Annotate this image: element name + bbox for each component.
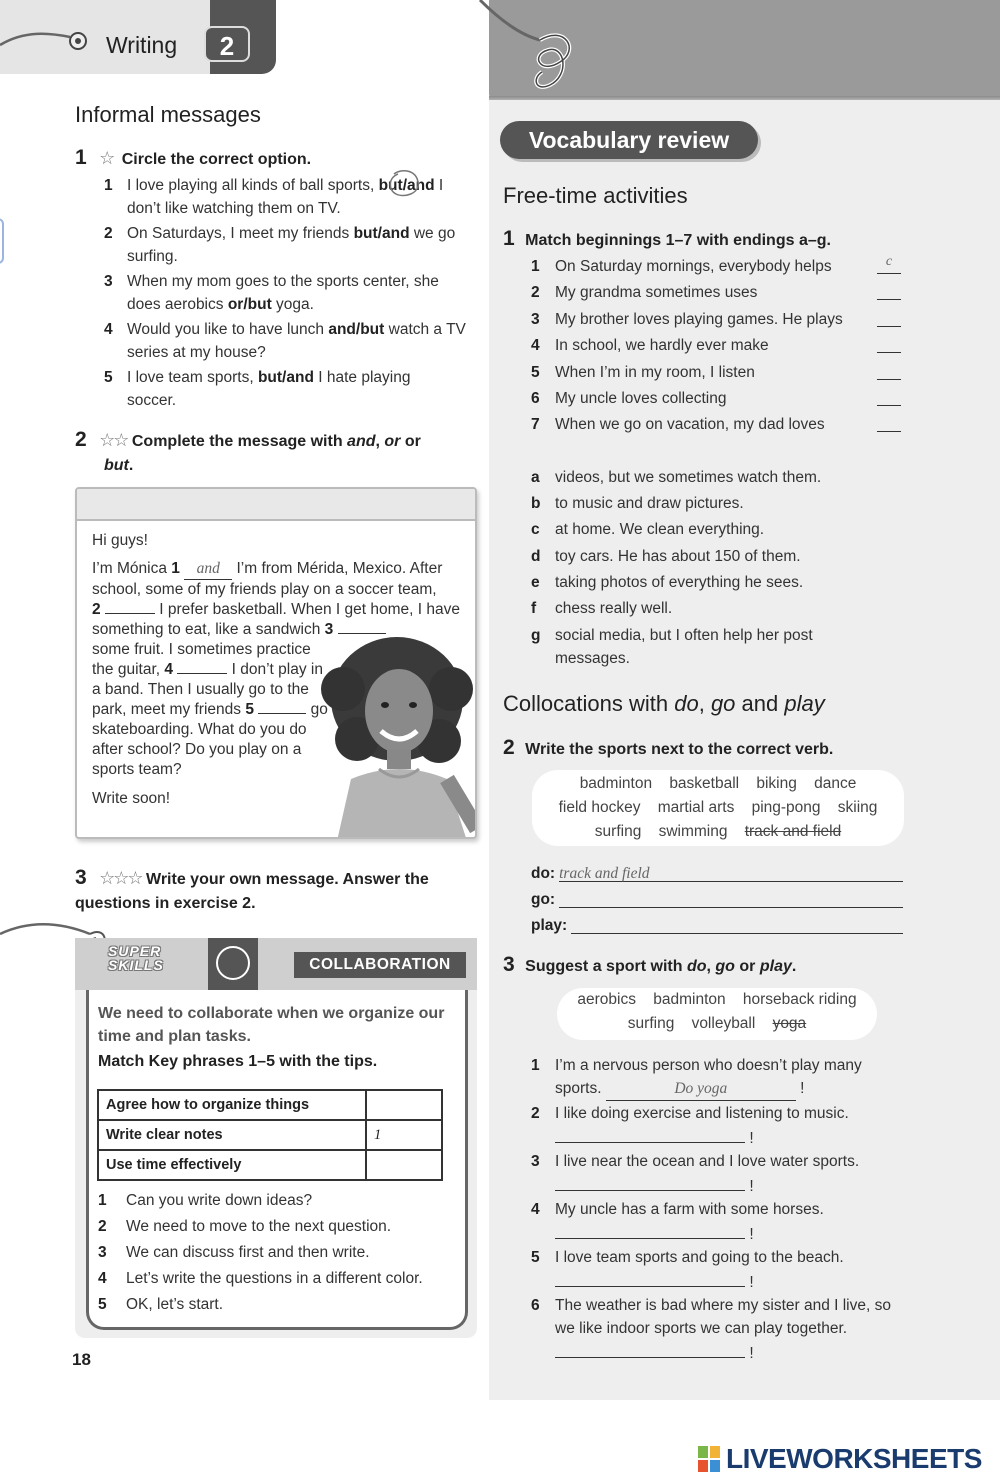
word-or: or bbox=[384, 433, 401, 450]
two-star-icon: ☆☆ bbox=[99, 430, 128, 450]
list-item: 6 My uncle loves collecting bbox=[531, 386, 901, 412]
ex3-header bbox=[75, 866, 470, 916]
item-text: I love playing all kinds of ball sports, bbox=[127, 177, 375, 194]
message-text: go skateboarding. What do you do after school? Do you play on a sports team? bbox=[92, 701, 328, 778]
crossed-word: track and field bbox=[744, 823, 842, 840]
ex1-item-3 bbox=[104, 270, 469, 316]
free-time-heading: Free-time activities bbox=[503, 183, 688, 208]
match-answer[interactable] bbox=[877, 360, 901, 380]
item-text: Would you like to have lunch bbox=[127, 321, 325, 338]
item-text: watch a TV series at my house? bbox=[127, 321, 466, 361]
badge-text: SUPER bbox=[108, 943, 162, 959]
list-item: 4 My uncle has a farm with some horses. ! bbox=[531, 1201, 824, 1243]
list-item: d toy cars. He has about 150 of them. bbox=[531, 547, 801, 565]
r-ex1-title: Match beginnings 1–7 with endings a–g. bbox=[525, 232, 831, 249]
list-item: 7 When we go on vacation, my dad loves bbox=[531, 412, 901, 438]
match-answer[interactable] bbox=[877, 412, 901, 432]
suggest-answer-input[interactable] bbox=[555, 1173, 745, 1191]
list-item: 2 We need to move to the next question. bbox=[98, 1218, 392, 1235]
list-item: 5 I love team sports and going to the beach. ! bbox=[531, 1249, 844, 1291]
item-text: On Saturdays, I meet my friends bbox=[127, 225, 350, 242]
sports-word-box bbox=[532, 770, 904, 846]
comma: , bbox=[375, 433, 380, 450]
message-text: I prefer basketball. When I get home, I have something to eat, like a sandwich bbox=[92, 601, 460, 638]
left-heading: Informal messages bbox=[75, 102, 261, 127]
suggest-answer-input[interactable] bbox=[555, 1340, 745, 1358]
liveworksheets-logo[interactable]: LIVEWORKSHEETS bbox=[726, 1443, 982, 1474]
list-item: 3 We can discuss first and then write. bbox=[98, 1244, 370, 1261]
option-pair[interactable]: and/but bbox=[328, 321, 385, 338]
message-greeting: Hi guys! bbox=[92, 532, 148, 549]
suggest-answer-input[interactable] bbox=[555, 1125, 745, 1143]
message-box-header bbox=[77, 489, 475, 521]
item-text: I don’t like watching them on TV. bbox=[127, 177, 444, 217]
word-row: surfing volleyball yoga bbox=[627, 1015, 807, 1032]
item-text: I hate playing soccer. bbox=[127, 369, 411, 409]
item-text: When my mom goes to the sports center, she does aerobics bbox=[127, 273, 439, 313]
key-phrases-table bbox=[97, 1089, 443, 1181]
play-answer-input[interactable] bbox=[571, 913, 903, 934]
ex1-item-4 bbox=[104, 318, 469, 364]
list-item: 2 My grandma sometimes uses bbox=[531, 280, 901, 306]
circle-mark-icon bbox=[386, 168, 422, 200]
liveworksheets-logo-icon bbox=[698, 1446, 722, 1472]
gap-number: 1 bbox=[171, 560, 180, 577]
people-icon bbox=[216, 946, 250, 980]
tip-cell: Write clear notes bbox=[98, 1120, 366, 1150]
ex2-header: 2 ☆☆ Complete the message with and, or or but. bbox=[75, 428, 421, 474]
ex1-item-2 bbox=[104, 222, 469, 268]
ex1-title: Circle the correct option. bbox=[121, 151, 312, 168]
list-item: 3 My brother loves playing games. He plays bbox=[531, 307, 901, 333]
word-or-plain: or bbox=[404, 433, 421, 450]
gap-2-input[interactable] bbox=[105, 613, 155, 614]
gap-1-answer[interactable]: and bbox=[184, 559, 232, 580]
tip-cell: Use time effectively bbox=[98, 1150, 366, 1180]
suggest-list bbox=[531, 1054, 891, 1365]
list-item: 5 OK, let’s start. bbox=[98, 1296, 224, 1313]
gap-number: 4 bbox=[164, 661, 174, 678]
word-row: surfing swimming track and field bbox=[594, 823, 842, 840]
vocabulary-review-badge: Vocabulary review bbox=[500, 121, 758, 159]
ex1-header bbox=[75, 146, 311, 170]
r-ex2-number: 2 bbox=[503, 736, 515, 759]
gap-4-input[interactable] bbox=[177, 673, 227, 674]
word-row: field hockey martial arts ping-pong skiing bbox=[558, 799, 878, 816]
verb-lines bbox=[531, 861, 903, 939]
option-pair[interactable]: but/and bbox=[378, 177, 435, 194]
list-item: 2 I like doing exercise and listening to music. ! bbox=[531, 1105, 849, 1147]
edge-marker bbox=[0, 218, 4, 264]
item-number: 4 bbox=[104, 321, 113, 338]
item-number: 2 bbox=[104, 225, 113, 242]
gap-number: 2 bbox=[92, 601, 101, 618]
match-answer[interactable]: c bbox=[877, 254, 901, 274]
collaboration-label: COLLABORATION bbox=[294, 952, 466, 978]
table-row bbox=[98, 1150, 442, 1180]
three-star-icon: ☆☆☆ bbox=[99, 868, 142, 888]
message-signoff: Write soon! bbox=[92, 790, 171, 807]
sports-word-box-2 bbox=[557, 988, 877, 1040]
r-ex1-header bbox=[503, 227, 831, 251]
list-item: f chess really well. bbox=[531, 600, 673, 618]
message-text: I don’t play in a band. Then I usually go to the park, meet my friends bbox=[92, 661, 323, 718]
list-item: c at home. We clean everything. bbox=[531, 521, 765, 539]
list-item: 4 Let’s write the questions in a different color. bbox=[98, 1270, 423, 1287]
match-answer[interactable] bbox=[877, 386, 901, 406]
r-ex3-title: Suggest a sport with bbox=[525, 958, 683, 975]
key-phrases-list bbox=[98, 1188, 458, 1318]
ex2-number: 2 bbox=[75, 428, 87, 451]
ex2-title: Complete the message with bbox=[131, 433, 343, 450]
list-item: 1 On Saturday mornings, everybody helps c bbox=[531, 254, 901, 280]
word-row: badminton basketball biking dance bbox=[579, 775, 857, 792]
do-row: do: track and field bbox=[531, 861, 903, 887]
list-item: a videos, but we sometimes watch them. bbox=[531, 469, 822, 486]
table-row bbox=[98, 1090, 442, 1120]
ex3-number: 3 bbox=[75, 866, 87, 889]
r-ex2-title: Write the sports next to the correct verb. bbox=[525, 741, 834, 758]
message-text: I’m Mónica bbox=[92, 560, 167, 577]
option-pair[interactable]: but/and bbox=[353, 225, 410, 242]
item-number: 1 bbox=[104, 177, 113, 194]
list-item: 5 When I’m in my room, I listen bbox=[531, 360, 901, 386]
option-pair[interactable]: but/and bbox=[257, 369, 314, 386]
go-row: go: bbox=[531, 887, 903, 913]
do-answer[interactable]: track and field bbox=[559, 861, 903, 882]
ex1-item-5 bbox=[104, 366, 449, 412]
item-text: I love team sports, bbox=[127, 369, 254, 386]
gap-5-input[interactable] bbox=[258, 713, 306, 714]
match-answer[interactable] bbox=[877, 307, 901, 327]
girl-photo bbox=[317, 629, 477, 839]
gap-number: 3 bbox=[324, 621, 334, 638]
word-and: and bbox=[347, 433, 376, 450]
endings-list bbox=[531, 465, 881, 670]
badge-text: SKILLS bbox=[108, 957, 164, 973]
star-icon: ☆ bbox=[99, 148, 114, 168]
message-text: some fruit. I sometimes practice the guitar, bbox=[92, 641, 311, 678]
collocations-heading: Collocations with do, go and play bbox=[503, 691, 825, 716]
unit-badge: 2 bbox=[204, 26, 250, 62]
go-answer-input[interactable] bbox=[559, 887, 903, 908]
word-row: aerobics badminton horseback riding bbox=[577, 991, 857, 1008]
super-skills-instruction: Match Key phrases 1–5 with the tips. bbox=[98, 1053, 378, 1070]
section-title: Writing bbox=[106, 32, 178, 58]
list-item: 1 I’m a nervous person who doesn’t play many sports. Do yoga ! bbox=[531, 1054, 891, 1102]
super-skills-intro: We need to collaborate when we organize our time and plan tasks. bbox=[98, 1005, 445, 1045]
ex3-title: Write your own message. Answer the questions in exercise 2. bbox=[75, 871, 429, 912]
item-text: yoga. bbox=[276, 296, 314, 313]
list-item: e taking photos of everything he sees. bbox=[531, 573, 804, 591]
suggest-answer[interactable]: Do yoga bbox=[606, 1077, 796, 1101]
list-item: g social media, but I often help her post messages. bbox=[531, 627, 813, 668]
item-number: 3 bbox=[104, 273, 113, 290]
gap-number: 5 bbox=[245, 701, 254, 718]
super-skills-badge bbox=[108, 944, 164, 972]
match-answer[interactable] bbox=[877, 280, 901, 300]
match-answer[interactable] bbox=[877, 333, 901, 353]
tip-cell: Agree how to organize things bbox=[98, 1090, 366, 1120]
string-hook-icon bbox=[470, 0, 590, 100]
r-ex1-number: 1 bbox=[503, 227, 515, 250]
list-item: 4 In school, we hardly ever make bbox=[531, 333, 901, 359]
message-text: I’m from Mérida, Mexico. After school, some of my friends play on a soccer team, bbox=[92, 560, 443, 598]
option-pair[interactable]: or/but bbox=[227, 296, 272, 313]
r-ex2-header bbox=[503, 736, 833, 760]
suggest-answer-input[interactable] bbox=[555, 1269, 745, 1287]
r-ex3-number: 3 bbox=[503, 953, 515, 976]
word-but: but bbox=[104, 457, 129, 474]
list-item: 3 I live near the ocean and I love water sports. ! bbox=[531, 1153, 860, 1195]
list-item: b to music and draw pictures. bbox=[531, 495, 744, 513]
play-row: play: bbox=[531, 913, 903, 939]
answer-cell[interactable]: 1 bbox=[366, 1120, 442, 1150]
list-item: 1 Can you write down ideas? bbox=[98, 1192, 313, 1209]
r-ex3-header: 3 Suggest a sport with do, go or play. bbox=[503, 953, 797, 976]
beginnings-list bbox=[531, 254, 901, 439]
message-box bbox=[75, 487, 477, 839]
table-row bbox=[98, 1120, 442, 1150]
page-number: 18 bbox=[72, 1350, 91, 1369]
ex1-number: 1 bbox=[75, 146, 87, 169]
string-icon bbox=[0, 15, 100, 55]
crossed-word: yoga bbox=[772, 1015, 807, 1032]
list-item: 6 The weather is bad where my sister and I live, so we like indoor sports we can play together. ! bbox=[531, 1297, 891, 1362]
answer-cell[interactable] bbox=[366, 1090, 442, 1120]
item-text: we go surfing. bbox=[127, 225, 456, 265]
answer-cell[interactable] bbox=[366, 1150, 442, 1180]
item-number: 5 bbox=[104, 369, 113, 386]
suggest-answer-input[interactable] bbox=[555, 1221, 745, 1239]
